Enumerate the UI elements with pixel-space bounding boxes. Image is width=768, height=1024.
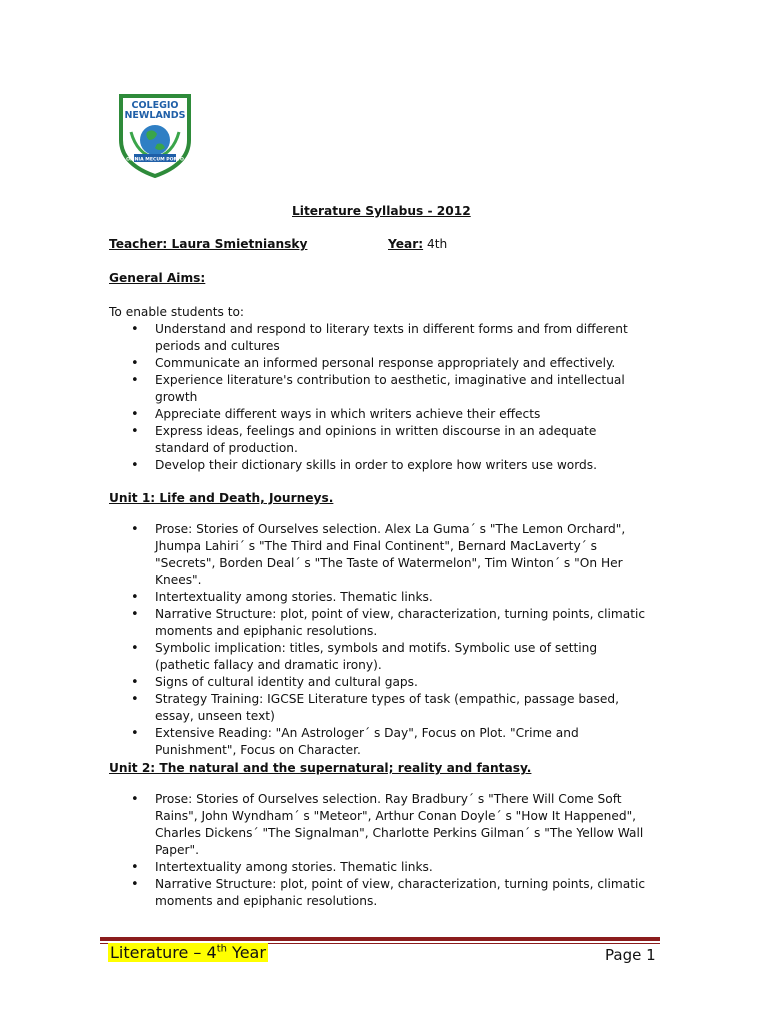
list-item: • Experience literature's contribution to aesthetic, imaginative and intellectual growth: [109, 372, 654, 406]
school-logo: [117, 92, 193, 178]
list-item: • Understand and respond to literary texts in different forms and from different periods and cultures: [109, 321, 654, 355]
page-number: Page 1: [605, 946, 656, 964]
shield-logo-icon: [117, 92, 193, 178]
unit1-heading: Unit 1: Life and Death, Journeys.: [109, 491, 334, 505]
list-item: • Intertextuality among stories. Thematic links.: [109, 589, 654, 606]
year-line: [388, 237, 447, 251]
logo-text-2: NEWLANDS: [124, 110, 186, 121]
footer-rule: [100, 937, 660, 941]
list-item: • Intertextuality among stories. Thematic links.: [109, 859, 654, 876]
year-label: Year:: [388, 237, 424, 251]
teacher-line: Teacher: Laura Smietniansky: [109, 237, 308, 251]
year-value: 4th: [426, 237, 448, 251]
logo-text-1: COLEGIO: [131, 100, 179, 111]
logo-motto: OMNIA MECUM PORTO: [126, 157, 184, 163]
general-aims-heading: General Aims:: [109, 271, 206, 285]
list-item: • Symbolic implication: titles, symbols and motifs. Symbolic use of setting (pathetic fallacy and dramatic irony).: [109, 640, 654, 674]
list-item: • Express ideas, feelings and opinions in written discourse in an adequate standard of production.: [109, 423, 654, 457]
list-item: • Prose: Stories of Ourselves selection. Ray Bradbury´ s "There Will Come Soft Rains", John Wyndham´ s "Meteor", Arthur Conan Doyle´ s "How It Happened", Charles Dickens´ "The Signalman", Charlotte Perkins Gilman´ s "The Yellow Wall Paper".: [109, 791, 654, 859]
unit2-heading: Unit 2: The natural and the supernatural; reality and fantasy.: [109, 761, 532, 775]
unit2-list: [109, 791, 654, 910]
aims-list: [109, 321, 654, 474]
intro-text: To enable students to:: [109, 305, 245, 319]
list-item: • Signs of cultural identity and cultural gaps.: [109, 674, 654, 691]
list-item: • Develop their dictionary skills in order to explore how writers use words.: [109, 457, 654, 474]
list-item: • Strategy Training: IGCSE Literature types of task (empathic, passage based, essay, unseen text): [109, 691, 654, 725]
list-item: • Extensive Reading: "An Astrologer´ s Day", Focus on Plot. "Crime and Punishment", Focus on Character.: [109, 725, 654, 759]
list-item: • Appreciate different ways in which writers achieve their effects: [109, 406, 654, 423]
unit1-list: [109, 521, 654, 759]
list-item: • Narrative Structure: plot, point of view, characterization, turning points, climatic moments and epiphanic resolutions.: [109, 876, 654, 910]
list-item: • Narrative Structure: plot, point of view, characterization, turning points, climatic moments and epiphanic resolutions.: [109, 606, 654, 640]
list-item: • Prose: Stories of Ourselves selection. Alex La Guma´ s "The Lemon Orchard", Jhumpa Lahiri´ s "The Third and Final Continent", Bernard MacLaverty´ s "Secrets", Borden Deal´ s "The Taste of Watermelon", Tim Winton´ s "On Her Knees".: [109, 521, 654, 589]
footer-course-sup: th: [216, 943, 227, 955]
list-item: • Communicate an informed personal response appropriately and effectively.: [109, 355, 654, 372]
footer-course-label: [108, 943, 268, 962]
footer-course-suffix: Year: [226, 943, 266, 962]
footer-course-prefix: Literature – 4: [110, 943, 217, 962]
page-title: Literature Syllabus - 2012: [292, 204, 471, 218]
